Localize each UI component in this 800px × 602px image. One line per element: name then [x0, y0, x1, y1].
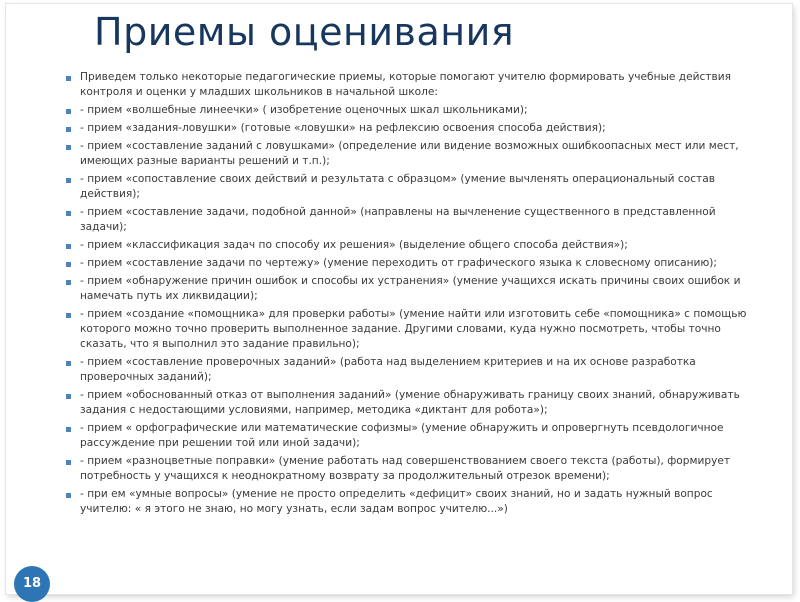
list-item — [66, 238, 760, 253]
list-item-text: - прием «составление проверочных заданий» (работа над выделением критериев и на их основе разработка проверочных заданий); — [80, 356, 696, 383]
list-item — [66, 139, 760, 169]
list-item — [66, 70, 760, 100]
list-item-text: - прием «разноцветные поправки» (умение работать над совершенствованием своего текста (работы), формирует потребность у учащихся к неоднократному возврату за продолжительный отрезок времени); — [80, 455, 731, 482]
list-item — [66, 454, 760, 484]
list-item-text: - прием «обоснованный отказ от выполнения заданий» (умение обнаруживать границу своих знаний, обнаруживать задания с недостающими условиями, например, методика «диктант для робота»); — [80, 389, 740, 416]
square-bullet-icon — [66, 178, 71, 183]
list-item-text: - прием «составление задачи по чертежу» (умение переходить от графического языка к словесному описанию); — [80, 257, 717, 269]
square-bullet-icon — [66, 262, 71, 267]
list-item-text: - прием «классификация задач по способу их решения» (выделение общего способа действия»); — [80, 239, 628, 251]
list-item — [66, 121, 760, 136]
list-item-text: - прием «составление заданий с ловушками» (определение или видение возможных ошибкоопасных мест или мест, имеющих разные варианты решений и т.п.); — [80, 140, 739, 167]
list-item-text: - при ем «умные вопросы» (умение не просто определить «дефицит» своих знаний, но и задать нужный вопрос учителю: « я этого не знаю, но могу узнать, если задам вопрос учителю...») — [80, 488, 713, 515]
list-item — [66, 388, 760, 418]
list-item-text: - прием «обнаружение причин ошибок и способы их устранения» (умение учащихся искать причины своих ошибок и намечать путь их ликвидации); — [80, 275, 741, 302]
list-item — [66, 256, 760, 271]
list-item — [66, 274, 760, 304]
list-item-text: - прием «составление задачи, подобной данной» (направлены на вычленение существенного в представленной задачи); — [80, 206, 716, 233]
square-bullet-icon — [66, 127, 71, 132]
square-bullet-icon — [66, 211, 71, 216]
list-item — [66, 205, 760, 235]
square-bullet-icon — [66, 361, 71, 366]
list-item — [66, 355, 760, 385]
page-number-badge: 18 — [14, 566, 50, 602]
list-item-text: - прием «создание «помощника» для проверки работы» (умение найти или изготовить себе «помощника» с помощью которого можно точно проверить выполненное задание. Другими словами, куда нужно посмотреть, чтобы точно сказать, что я выполнил это задание правильно); — [80, 308, 747, 350]
square-bullet-icon — [66, 145, 71, 150]
square-bullet-icon — [66, 76, 71, 81]
slide — [6, 4, 792, 594]
list-item — [66, 103, 760, 118]
list-item-text: - прием «сопоставление своих действий и результата с образцом» (умение вычленять операциональный состав действия); — [80, 173, 715, 200]
square-bullet-icon — [66, 109, 71, 114]
square-bullet-icon — [66, 493, 71, 498]
list-item-text: - прием « орфографические или математические софизмы» (умение обнаружить и опровергнуть псевдологичное рассуждение при решении той или иной задачи); — [80, 422, 724, 449]
list-item-text: Приведем только некоторые педагогические приемы, которые помогают учителю формировать учебные действия контроля и оценки у младших школьников в начальной школе: — [80, 71, 731, 98]
square-bullet-icon — [66, 427, 71, 432]
square-bullet-icon — [66, 280, 71, 285]
list-item-text: - прием «волшебные линеечки» ( изобретение оценочных шкал школьниками); — [80, 104, 528, 116]
slide-title: Приемы оценивания — [94, 10, 515, 54]
list-item-text: - прием «задания-ловушки» (готовые «ловушки» на рефлексию освоения способа действия); — [80, 122, 606, 134]
list-item — [66, 172, 760, 202]
square-bullet-icon — [66, 394, 71, 399]
list-item — [66, 421, 760, 451]
square-bullet-icon — [66, 244, 71, 249]
square-bullet-icon — [66, 460, 71, 465]
list-item — [66, 307, 760, 352]
square-bullet-icon — [66, 313, 71, 318]
bullet-list — [66, 70, 760, 517]
list-item — [66, 487, 760, 517]
slide-content — [66, 70, 760, 520]
